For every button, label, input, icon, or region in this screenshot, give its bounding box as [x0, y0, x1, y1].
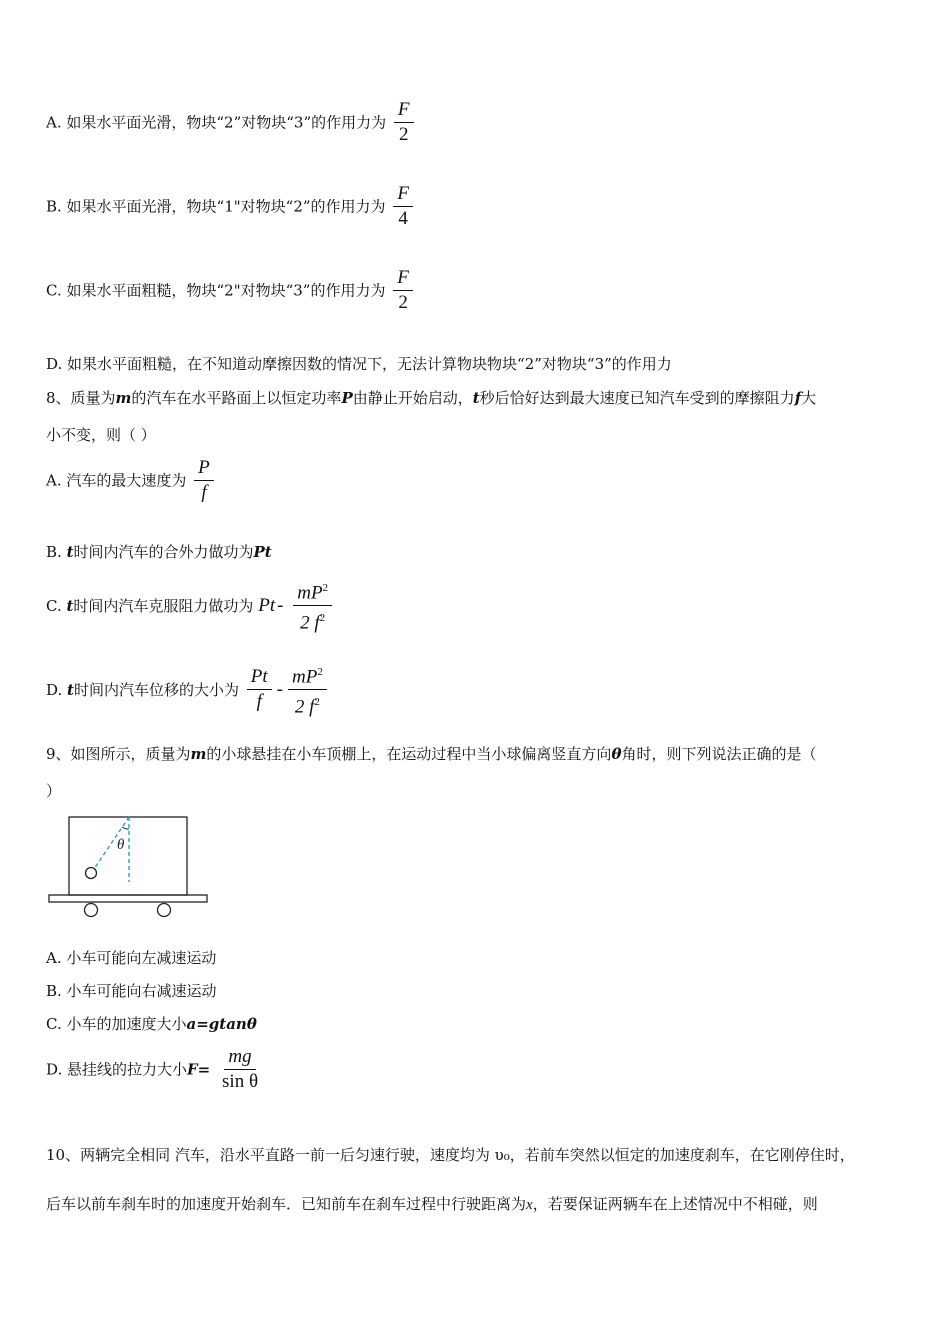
math-term: Pt — [258, 594, 276, 616]
fraction-denominator: sin θ — [222, 1071, 259, 1092]
option-text: D. 悬挂线的拉力大小 — [46, 1060, 188, 1079]
fraction — [393, 184, 413, 229]
option-text: D. 如果水平面粗糙，在不知道动摩擦因数的情况下，无法计算物块物块“2”对物块“3”的作用力 — [46, 355, 672, 373]
option-prefix: D. — [46, 680, 68, 699]
stem-text: 大 — [801, 389, 817, 407]
q8-option-a — [46, 458, 217, 503]
stem-text: ，若要保证两辆车在上述情况中不相碰，则 — [532, 1195, 818, 1213]
fraction-denominator: 4 — [398, 208, 408, 229]
q9-stem-line2 — [46, 781, 61, 801]
q10-stem — [46, 1145, 855, 1165]
var-t: t — [472, 389, 480, 407]
q7-option-d — [46, 354, 672, 374]
option-text: 时间内汽车克服阻力做功为 — [73, 596, 254, 615]
exponent: 2 — [314, 696, 320, 709]
q8-option-b — [46, 542, 272, 562]
numerator-text: mP — [297, 582, 323, 604]
wheel-left — [85, 904, 98, 917]
fraction — [247, 667, 272, 712]
pendulum-ball — [86, 868, 97, 879]
wheel-right — [158, 904, 171, 917]
fraction-numerator: F — [393, 268, 413, 291]
option-prefix: C. — [46, 596, 67, 615]
numerator-text: mP — [291, 666, 318, 688]
stem-text: 8、质量为 — [46, 389, 116, 407]
q9-option-a — [46, 948, 216, 968]
stem-text: 的小球悬挂在小车顶棚上，在运动过程中当小球偏离竖直方向 — [206, 745, 612, 763]
option-value: Pt — [253, 543, 272, 561]
minus-sign: - — [276, 678, 283, 700]
stem-text: 角时，则下列说法正确的是（ — [621, 745, 817, 763]
option-text: A. 小车可能向左减速运动 — [46, 949, 217, 967]
denominator-text: 2 f — [300, 612, 320, 634]
exponent: 2 — [322, 582, 329, 594]
q10-stem-line2 — [46, 1194, 818, 1215]
q7-option-b — [46, 184, 416, 229]
var-m: m — [115, 389, 132, 407]
cart-pendulum-figure — [46, 812, 211, 922]
q8-stem — [46, 388, 816, 408]
option-prefix: B. — [46, 543, 67, 561]
q8-option-d — [46, 662, 330, 718]
option-value: a=gtanθ — [186, 1015, 257, 1033]
fraction — [393, 268, 413, 313]
q7-option-a — [46, 100, 417, 145]
var-f: f — [794, 389, 802, 407]
var-f: F= — [187, 1060, 211, 1079]
angle-arc — [122, 827, 129, 829]
fraction-denominator: f — [201, 482, 207, 503]
stem-text: 的汽车在水平路面上以恒定功率 — [131, 389, 342, 407]
stem-text: 秒后恰好达到最大速度已知汽车受到的摩擦阻力 — [479, 389, 795, 407]
q8-option-c — [46, 578, 335, 634]
stem-text: 10、两辆完全相同 汽车，沿水平直路一前一后匀速行驶，速度均为 υ₀，若前车突然以恒定的加速度刹车，在它刚停住时， — [46, 1146, 855, 1164]
fraction-numerator: P — [194, 458, 214, 481]
var-p: P — [341, 389, 353, 407]
option-text: 时间内汽车位移的大小为 — [73, 680, 239, 699]
option-text: C. 小车的加速度大小 — [46, 1015, 187, 1033]
minus-sign: - — [277, 594, 284, 616]
stem-text: 9、如图所示，质量为 — [46, 745, 191, 763]
exponent: 2 — [319, 612, 326, 625]
var-t: t — [67, 680, 74, 699]
var-x: x — [526, 1197, 533, 1213]
var-t: t — [66, 596, 74, 615]
stem-text: 由静止开始启动， — [352, 389, 473, 407]
fraction-numerator: Pt — [247, 667, 272, 690]
var-theta: θ — [611, 745, 622, 763]
fraction-denominator: 2 — [398, 124, 409, 145]
q7-option-c — [46, 268, 416, 313]
fraction-denominator — [291, 690, 324, 717]
option-text: A. 汽车的最大速度为 — [46, 471, 187, 490]
q9-option-d — [46, 1047, 265, 1092]
fraction — [288, 662, 327, 718]
stem-text: ） — [46, 782, 62, 800]
option-text: B. 如果水平面光滑，物块“1"对物块“2”的作用力为 — [46, 197, 386, 216]
fraction — [293, 578, 332, 634]
fraction-numerator: F — [393, 184, 413, 207]
option-text: C. 如果水平面粗糙，物块“2"对物块“3”的作用力为 — [46, 281, 386, 300]
option-text: 时间内汽车的合外力做功为 — [73, 543, 254, 561]
stem-text: 小不变，则（ ） — [46, 426, 156, 444]
fraction-numerator: F — [394, 100, 414, 123]
fraction-numerator: mg — [224, 1047, 255, 1070]
stem-text: 后车以前车刹车时的加速度开始刹车．已知前车在刹车过程中行驶距离为 — [46, 1195, 527, 1213]
option-text: B. 小车可能向右减速运动 — [46, 982, 217, 1000]
q8-stem-line2 — [46, 425, 156, 445]
exponent: 2 — [317, 666, 323, 678]
cart-base — [49, 895, 207, 902]
q9-stem — [46, 744, 816, 764]
q9-option-c — [46, 1014, 257, 1034]
option-text: A. 如果水平面光滑，物块“2”对物块“3”的作用力为 — [46, 113, 387, 132]
fraction — [194, 458, 214, 503]
theta-label: θ — [117, 837, 125, 853]
fraction-denominator: f — [256, 691, 262, 713]
var-m: m — [190, 745, 207, 763]
fraction-denominator: 2 — [398, 292, 408, 313]
denominator-text: 2 f — [294, 696, 315, 718]
var-t: t — [66, 543, 74, 561]
fraction — [394, 100, 414, 145]
fraction-numerator — [293, 578, 332, 606]
fraction — [218, 1047, 262, 1092]
fraction-denominator — [296, 606, 329, 633]
fraction-numerator — [288, 662, 327, 690]
q9-option-b — [46, 981, 217, 1001]
